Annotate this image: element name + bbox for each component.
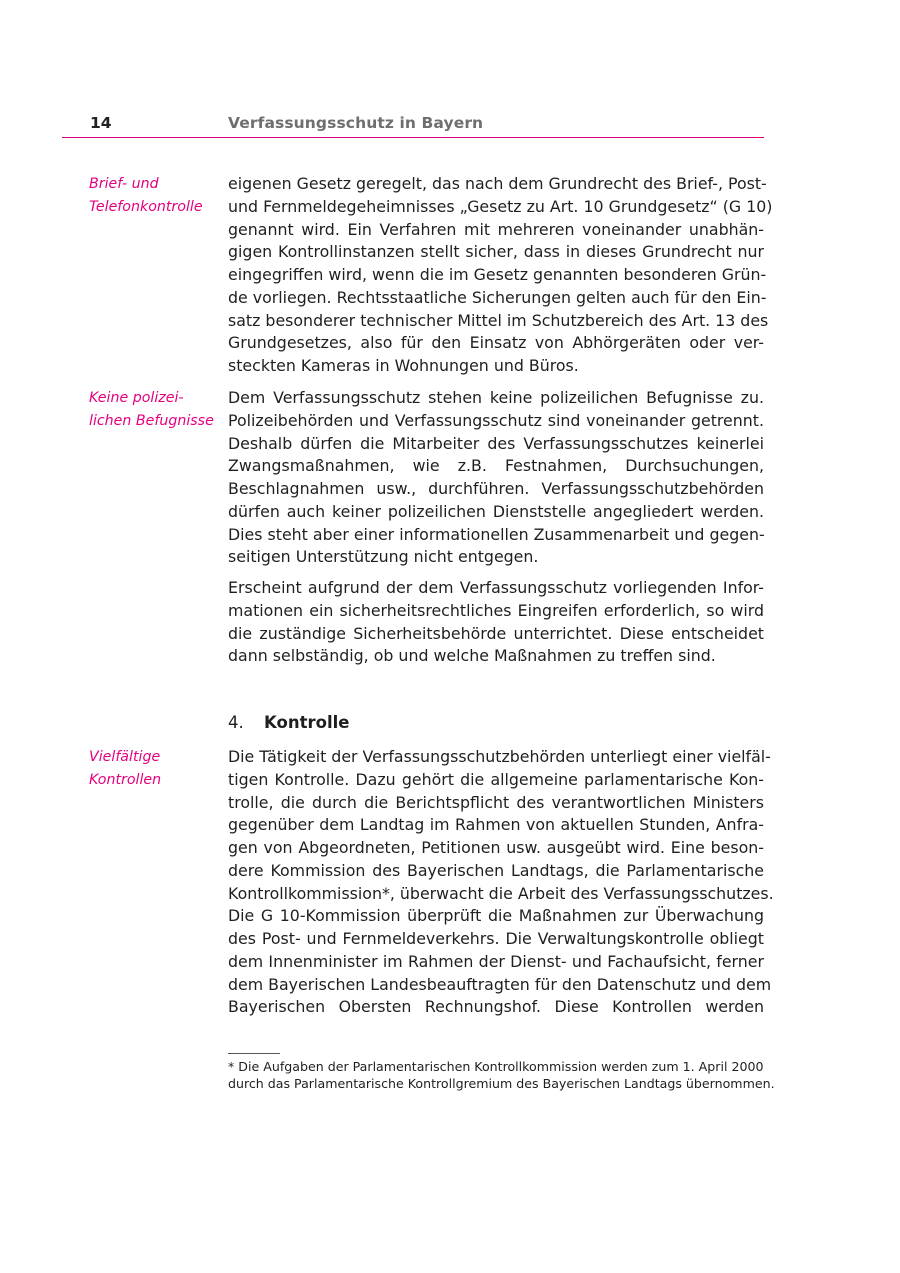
text-line: mationen ein sicherheitsrechtliches Eingreifen erforderlich, so wird bbox=[228, 600, 764, 620]
running-header bbox=[62, 114, 764, 138]
margin-note-line: Brief- und bbox=[89, 176, 159, 192]
page-number: 14 bbox=[90, 114, 112, 132]
margin-note-brief-telefonkontrolle bbox=[89, 173, 224, 219]
text-line: dürfen auch keiner polizeilichen Dienststelle angegliedert werden. bbox=[228, 501, 764, 521]
text-line: eigenen Gesetz geregelt, das nach dem Grundrecht des Brief-, Post- bbox=[228, 174, 767, 193]
text-line: tigen Kontrolle. Dazu gehört die allgemeine parlamentarische Kon- bbox=[228, 769, 764, 789]
text-line: de vorliegen. Rechtsstaatliche Sicherungen gelten auch für den Ein- bbox=[228, 287, 767, 307]
text-line: Bayerischen Obersten Rechnungshof. Diese Kontrollen werden bbox=[228, 997, 764, 1017]
section-title: Kontrolle bbox=[264, 713, 350, 732]
text-line: dem Innenminister im Rahmen der Dienst- und Fachaufsicht, ferner bbox=[228, 951, 764, 971]
text-line: trolle, die durch die Berichtspflicht des verantwortlichen Ministers bbox=[228, 792, 764, 812]
margin-note-line: Telefonkontrolle bbox=[89, 199, 203, 215]
footnote-rule bbox=[228, 1053, 280, 1054]
text-line: Zwangsmaßnahmen, wie z.B. Festnahmen, Durchsuchungen, bbox=[228, 456, 764, 476]
text-line: seitigen Unterstützung nicht entgegen. bbox=[228, 547, 539, 567]
footnote-line: * Die Aufgaben der Parlamentarischen Kontrollkommission werden zum 1. April 2000 bbox=[228, 1059, 764, 1074]
running-title: Verfassungsschutz in Bayern bbox=[228, 114, 484, 132]
text-line: genannt wird. Ein Verfahren mit mehreren voneinander unabhän- bbox=[228, 219, 764, 239]
text-line: die zuständige Sicherheitsbehörde unterrichtet. Diese entscheidet bbox=[228, 623, 764, 643]
text-line: dem Bayerischen Landesbeauftragten für den Datenschutz und dem bbox=[228, 974, 772, 994]
text-line: gen von Abgeordneten, Petitionen usw. ausgeübt wird. Eine beson- bbox=[228, 838, 764, 857]
text-line: und Fernmeldegeheimnisses „Gesetz zu Art. 10 Grundgesetz“ (G 10) bbox=[228, 196, 773, 216]
text-line: Erscheint aufgrund der dem Verfassungsschutz vorliegenden Infor- bbox=[228, 578, 764, 597]
margin-note-line: Keine polizei- bbox=[89, 390, 184, 406]
text-line: eingegriffen wird, wenn die im Gesetz genannten besonderen Grün- bbox=[228, 265, 767, 284]
margin-note-keine-befugnisse bbox=[89, 387, 224, 433]
text-line: des Post- und Fernmeldeverkehrs. Die Verwaltungskontrolle obliegt bbox=[228, 929, 764, 948]
paragraph-eingreifen bbox=[228, 577, 764, 668]
text-line: gegenüber dem Landtag im Rahmen von aktuellen Stunden, Anfra- bbox=[228, 815, 764, 835]
section-number: 4. bbox=[228, 713, 244, 732]
margin-note-line: Kontrollen bbox=[89, 772, 162, 788]
text-line: Deshalb dürfen die Mitarbeiter des Verfassungsschutzes keinerlei bbox=[228, 433, 764, 453]
text-line: Grundgesetzes, also für den Einsatz von Abhörgeräten oder ver- bbox=[228, 333, 764, 353]
paragraph-befugnisse bbox=[228, 387, 764, 569]
text-line: dere Kommission des Bayerischen Landtags, die Parlamentarische bbox=[228, 860, 764, 880]
text-line: steckten Kameras in Wohnungen und Büros. bbox=[228, 356, 579, 375]
footnote-line: durch das Parlamentarische Kontrollgremium des Bayerischen Landtags übernommen. bbox=[228, 1075, 775, 1091]
text-line: satz besonderer technischer Mittel im Schutzbereich des Art. 13 des bbox=[228, 310, 769, 330]
margin-note-line: lichen Befugnisse bbox=[89, 413, 214, 429]
paragraph-kontrolle bbox=[228, 746, 774, 1019]
text-line: dann selbständig, ob und welche Maßnahmen zu treffen sind. bbox=[228, 646, 716, 666]
section-heading bbox=[228, 711, 349, 735]
text-line: gigen Kontrollinstanzen stellt sicher, dass in dieses Grundrecht nur bbox=[228, 242, 764, 262]
margin-note-vielfaeltige-kontrollen bbox=[89, 746, 224, 792]
text-line: Die G 10-Kommission überprüft die Maßnahmen zur Überwachung bbox=[228, 906, 764, 926]
footnote bbox=[228, 1059, 775, 1092]
text-line: Die Tätigkeit der Verfassungsschutzbehörden unterliegt einer vielfäl- bbox=[228, 747, 771, 766]
text-line: Beschlagnahmen usw., durchführen. Verfassungsschutzbehörden bbox=[228, 479, 764, 498]
text-line: Polizeibehörden und Verfassungsschutz sind voneinander getrennt. bbox=[228, 410, 764, 430]
text-line: Kontrollkommission*, überwacht die Arbeit des Verfassungsschutzes. bbox=[228, 883, 774, 903]
header-rule bbox=[62, 137, 764, 138]
text-line: Dem Verfassungsschutz stehen keine polizeilichen Befugnisse zu. bbox=[228, 388, 764, 407]
text-line: Dies steht aber einer informationellen Zusammenarbeit und gegen- bbox=[228, 524, 765, 544]
paragraph-g10 bbox=[228, 173, 773, 378]
margin-note-line: Vielfältige bbox=[89, 749, 161, 765]
